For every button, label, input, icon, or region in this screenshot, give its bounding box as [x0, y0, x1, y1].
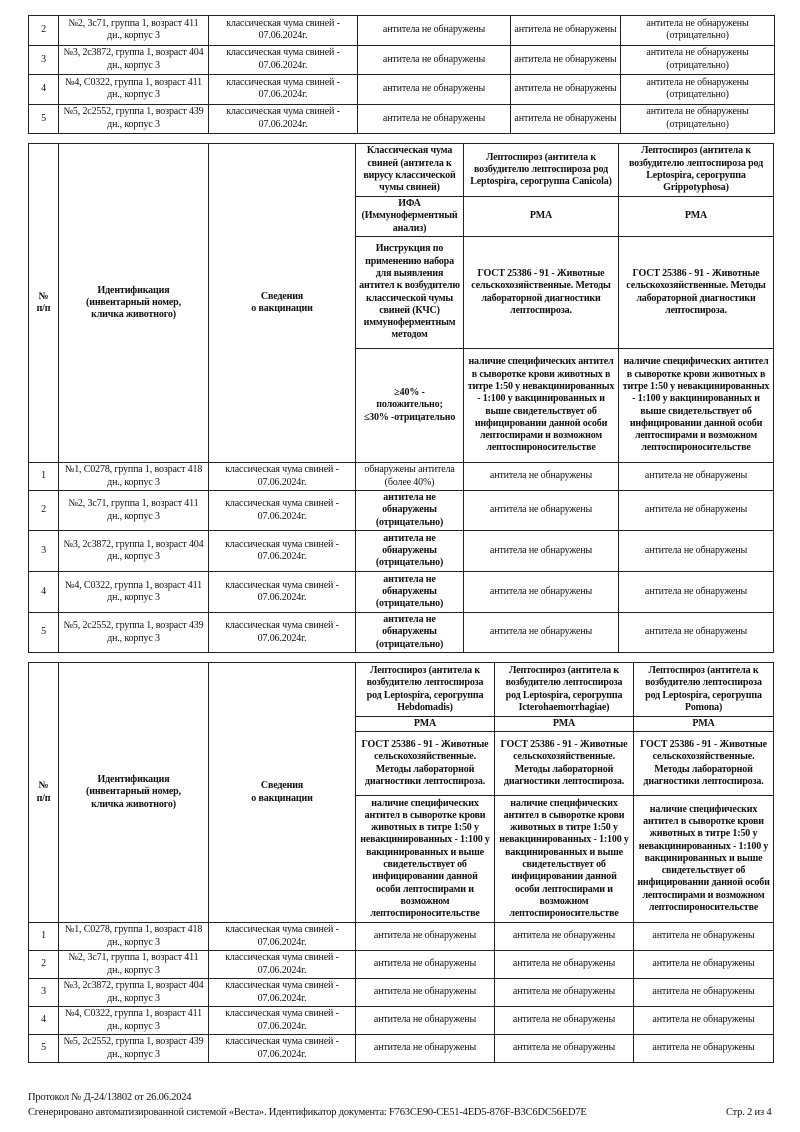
test-disease: Классическая чума свиней (антитела к вирусу классической чумы свиней) [356, 144, 464, 197]
vaccination-info: классическая чума свиней - 07.06.2024г. [209, 531, 356, 572]
vaccination-info: классическая чума свиней - 07.06.2024г. [209, 613, 356, 653]
test-result: антитела не обнаружены [634, 979, 774, 1007]
test-method: РМА [495, 717, 634, 732]
header-row-disease [29, 663, 774, 717]
table-row [29, 1007, 774, 1035]
table-row [29, 531, 774, 572]
test-result: антитела не обнаружены [634, 1007, 774, 1035]
row-number: 5 [29, 104, 59, 134]
results-table-csf-leptospirosis [28, 143, 774, 653]
test-result: антитела не обнаружены [495, 923, 634, 951]
test-result: антитела не обнаружены [495, 1035, 634, 1063]
test-result: антитела не обнаружены [511, 104, 621, 134]
animal-identification: №4, С0322, группа 1, возраст 411 дн., корпус 3 [59, 1007, 209, 1035]
test-disease: Лептоспироз (антитела к возбудителю лептоспироза род Leptospira, серогруппа Icterohaemorrhagiae) [495, 663, 634, 717]
protocol-number: Протокол № Д-24/13802 от 26.06.2024 [28, 1092, 192, 1103]
animal-identification: №3, 2с3872, группа 1, возраст 404 дн., корпус 3 [59, 979, 209, 1007]
test-result: антитела не обнаружены [356, 979, 495, 1007]
header-identification: Идентификация (инвентарный номер, кличка животного) [59, 663, 209, 923]
vaccination-info: классическая чума свиней - 07.06.2024г. [209, 979, 356, 1007]
test-criterion: наличие специфических антител в сыворотке крови животных в титре 1:50 у невакцинированных - 1:100 у вакцинированных и выше свидетельствует об инфицировании данной особи лептоспирами и возможном лептоспироносительстве [495, 796, 634, 923]
animal-identification: №2, 3с71, группа 1, возраст 411 дн., корпус 3 [59, 951, 209, 979]
vaccination-info: классическая чума свиней - 07.06.2024г. [209, 923, 356, 951]
row-number: 5 [29, 1035, 59, 1063]
test-result: антитела не обнаружены [464, 613, 619, 653]
test-method: РМА [634, 717, 774, 732]
row-number: 3 [29, 979, 59, 1007]
test-method: РМА [464, 197, 619, 237]
vaccination-info: классическая чума свиней - 07.06.2024г. [209, 104, 358, 134]
test-standard: ГОСТ 25386 - 91 - Животные сельскохозяйственные. Методы лабораторной диагностики лептоспироза. [619, 237, 774, 349]
test-criterion: ≥40% - положительно; ≤30% -отрицательно [356, 349, 464, 463]
row-number: 1 [29, 463, 59, 491]
animal-identification: №2, 3с71, группа 1, возраст 411 дн., корпус 3 [59, 491, 209, 531]
test-criterion: наличие специфических антител в сыворотке крови животных в титре 1:50 у невакцинированных - 1:100 у вакцинированных и выше свидетельствует об инфицировании данной особи лептоспирами и возможном лептоспироносительстве [634, 796, 774, 923]
test-criterion: наличие специфических антител в сыворотке крови животных в титре 1:50 у невакцинированных - 1:100 у вакцинированных и выше свидетельствует об инфицировании данной особи лептоспирами и возможном лептоспироносительстве [356, 796, 495, 923]
test-result: антитела не обнаружены [464, 463, 619, 491]
test-standard: ГОСТ 25386 - 91 - Животные сельскохозяйственные. Методы лабораторной диагностики лептоспироза. [495, 732, 634, 796]
row-number: 2 [29, 16, 59, 46]
animal-identification: №5, 2с2552, группа 1, возраст 439 дн., корпус 3 [59, 1035, 209, 1063]
table-row [29, 1035, 774, 1063]
test-result: антитела не обнаружены (отрицательно) [621, 75, 775, 105]
test-result: антитела не обнаружены (отрицательно) [356, 613, 464, 653]
row-number: 3 [29, 531, 59, 572]
test-criterion: наличие специфических антител в сыворотке крови животных в титре 1:50 у невакцинированных - 1:100 у вакцинированных и выше свидетельствует об инфицировании данной особи лептоспирами и возможном лептоспироносительстве [464, 349, 619, 463]
row-number: 3 [29, 45, 59, 75]
test-disease: Лептоспироз (антитела к возбудителю лептоспироза род Leptospira, серогруппа Hebdomadis) [356, 663, 495, 717]
test-disease: Лептоспироз (антитела к возбудителю лептоспироза род Leptospira, серогруппа Canicola) [464, 144, 619, 197]
page-number: Стр. 2 из 4 [726, 1107, 772, 1118]
header-vaccination: Сведения о вакцинации [209, 144, 356, 463]
test-result: антитела не обнаружены [634, 951, 774, 979]
results-table-leptospirosis [28, 662, 774, 1063]
test-result: антитела не обнаружены [619, 613, 774, 653]
test-result: антитела не обнаружены [619, 491, 774, 531]
table-row [29, 75, 775, 105]
animal-identification: №2, 3с71, группа 1, возраст 411 дн., корпус 3 [59, 16, 209, 46]
animal-identification: №5, 2с2552, группа 1, возраст 439 дн., корпус 3 [59, 613, 209, 653]
vaccination-info: классическая чума свиней - 07.06.2024г. [209, 1035, 356, 1063]
test-method: ИФА (Иммуноферментный анализ) [356, 197, 464, 237]
table-row [29, 951, 774, 979]
animal-identification: №1, С0278, группа 1, возраст 418 дн., корпус 3 [59, 463, 209, 491]
vaccination-info: классическая чума свиней - 07.06.2024г. [209, 1007, 356, 1035]
header-identification: Идентификация (инвентарный номер, кличка животного) [59, 144, 209, 463]
test-result: антитела не обнаружены [495, 1007, 634, 1035]
row-number: 1 [29, 923, 59, 951]
table-row [29, 463, 774, 491]
vaccination-info: классическая чума свиней - 07.06.2024г. [209, 463, 356, 491]
vaccination-info: классическая чума свиней - 07.06.2024г. [209, 16, 358, 46]
test-result: антитела не обнаружены (отрицательно) [356, 572, 464, 613]
animal-identification: №5, 2с2552, группа 1, возраст 439 дн., корпус 3 [59, 104, 209, 134]
row-number: 2 [29, 951, 59, 979]
test-standard: ГОСТ 25386 - 91 - Животные сельскохозяйственные. Методы лабораторной диагностики лептоспироза. [634, 732, 774, 796]
row-number: 4 [29, 1007, 59, 1035]
test-result: антитела не обнаружены [634, 1035, 774, 1063]
test-result: антитела не обнаружены [356, 1007, 495, 1035]
vaccination-info: классическая чума свиней - 07.06.2024г. [209, 572, 356, 613]
table-row [29, 16, 775, 46]
row-number: 4 [29, 75, 59, 105]
test-result: антитела не обнаружены (отрицательно) [356, 491, 464, 531]
test-result: антитела не обнаружены [464, 572, 619, 613]
table-row [29, 491, 774, 531]
test-result: антитела не обнаружены [495, 951, 634, 979]
animal-identification: №3, 2с3872, группа 1, возраст 404 дн., корпус 3 [59, 45, 209, 75]
row-number: 5 [29, 613, 59, 653]
test-method: РМА [619, 197, 774, 237]
vaccination-info: классическая чума свиней - 07.06.2024г. [209, 491, 356, 531]
table-row [29, 572, 774, 613]
test-result: антитела не обнаружены [511, 16, 621, 46]
test-result: антитела не обнаружены [358, 45, 511, 75]
table-row [29, 979, 774, 1007]
animal-identification: №4, С0322, группа 1, возраст 411 дн., корпус 3 [59, 75, 209, 105]
test-result: антитела не обнаружены [356, 923, 495, 951]
test-result: антитела не обнаружены (отрицательно) [621, 104, 775, 134]
header-vaccination: Сведения о вакцинации [209, 663, 356, 923]
test-criterion: наличие специфических антител в сыворотке крови животных в титре 1:50 у невакцинированных - 1:100 у вакцинированных и выше свидетельствует об инфицировании данной особи лептоспирами и возможном лептоспироносительстве [619, 349, 774, 463]
test-standard: Инструкция по применению набора для выявления антител к возбудителю классической чумы свиней (КЧС) иммуноферментным методом [356, 237, 464, 349]
test-result: антитела не обнаружены [634, 923, 774, 951]
vaccination-info: классическая чума свиней - 07.06.2024г. [209, 75, 358, 105]
test-result: антитела не обнаружены [464, 491, 619, 531]
test-result: антитела не обнаружены [464, 531, 619, 572]
animal-identification: №4, С0322, группа 1, возраст 411 дн., корпус 3 [59, 572, 209, 613]
test-result: обнаружены антитела (более 40%) [356, 463, 464, 491]
vaccination-info: классическая чума свиней - 07.06.2024г. [209, 951, 356, 979]
test-standard: ГОСТ 25386 - 91 - Животные сельскохозяйственные. Методы лабораторной диагностики лептоспироза. [464, 237, 619, 349]
test-result: антитела не обнаружены [358, 75, 511, 105]
test-result: антитела не обнаружены [358, 104, 511, 134]
test-result: антитела не обнаружены [511, 45, 621, 75]
test-result: антитела не обнаружены [495, 979, 634, 1007]
test-method: РМА [356, 717, 495, 732]
generated-by-note: Сгенерировано автоматизированной системой «Веста». Идентификатор документа: F763CE90-CE51-4ED5-876F-B3C6DC56ED7E [28, 1107, 587, 1118]
table-row [29, 613, 774, 653]
animal-identification: №3, 2с3872, группа 1, возраст 404 дн., корпус 3 [59, 531, 209, 572]
test-result: антитела не обнаружены [356, 1035, 495, 1063]
header-row-number: № п/п [29, 663, 59, 923]
test-standard: ГОСТ 25386 - 91 - Животные сельскохозяйственные. Методы лабораторной диагностики лептоспироза. [356, 732, 495, 796]
test-result: антитела не обнаружены [619, 463, 774, 491]
test-result: антитела не обнаружены [358, 16, 511, 46]
results-table-continued [28, 15, 775, 134]
test-result: антитела не обнаружены [619, 531, 774, 572]
test-result: антитела не обнаружены [356, 951, 495, 979]
table-row [29, 104, 775, 134]
table-row [29, 45, 775, 75]
test-result: антитела не обнаружены (отрицательно) [356, 531, 464, 572]
table-row [29, 923, 774, 951]
header-row-number: № п/п [29, 144, 59, 463]
row-number: 4 [29, 572, 59, 613]
test-result: антитела не обнаружены (отрицательно) [621, 45, 775, 75]
test-disease: Лептоспироз (антитела к возбудителю лептоспироза род Leptospira, серогруппа Pomona) [634, 663, 774, 717]
row-number: 2 [29, 491, 59, 531]
header-row-disease [29, 144, 774, 197]
test-result: антитела не обнаружены [511, 75, 621, 105]
test-disease: Лептоспироз (антитела к возбудителю лептоспироза род Leptospira, серогруппа Grippotyphosa) [619, 144, 774, 197]
test-result: антитела не обнаружены [619, 572, 774, 613]
vaccination-info: классическая чума свиней - 07.06.2024г. [209, 45, 358, 75]
animal-identification: №1, С0278, группа 1, возраст 418 дн., корпус 3 [59, 923, 209, 951]
test-result: антитела не обнаружены (отрицательно) [621, 16, 775, 46]
